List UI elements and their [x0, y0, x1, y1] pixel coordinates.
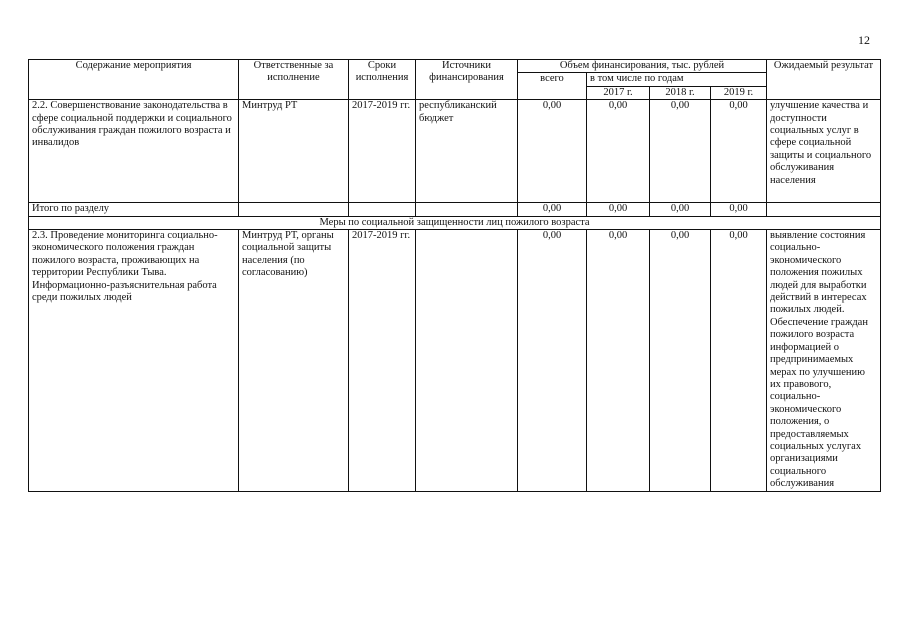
- table-row: [29, 230, 881, 492]
- row-2-2-terms: 2017-2019 гг.: [349, 100, 416, 203]
- section-title: Меры по социальной защищенности лиц пожилого возраста: [29, 216, 881, 229]
- row-2-3-content: 2.3. Проведение мониторинга социально-экономического положения граждан пожилого возраста, проживающих на территории Республики Тыва. Информационно-разъяснительная работа среди пожилых людей: [29, 230, 239, 492]
- header-row-1: [29, 60, 881, 73]
- row-2-3-2019: 0,00: [711, 230, 767, 492]
- header-content: Содержание мероприятия: [29, 60, 239, 100]
- header-responsible: Ответственные за исполнение: [239, 60, 349, 100]
- row-2-3-2017: 0,00: [587, 230, 650, 492]
- row-2-2-2019: 0,00: [711, 100, 767, 203]
- subtotal-2019: 0,00: [711, 203, 767, 216]
- header-year-2018: 2018 г.: [650, 86, 711, 99]
- subtotal-label: Итого по разделу: [29, 203, 239, 216]
- row-2-2-2018: 0,00: [650, 100, 711, 203]
- row-2-2-responsible: Минтруд РТ: [239, 100, 349, 203]
- program-table: [28, 59, 881, 492]
- header-funding: Объем финансирования, тыс. рублей: [518, 60, 767, 73]
- row-2-3-sources: [416, 230, 518, 492]
- row-2-2-total: 0,00: [518, 100, 587, 203]
- subtotal-2018: 0,00: [650, 203, 711, 216]
- subtotal-row: [29, 203, 881, 216]
- row-2-3-2018: 0,00: [650, 230, 711, 492]
- header-sources: Источники финансирования: [416, 60, 518, 100]
- header-by-years: в том числе по годам: [587, 73, 767, 86]
- row-2-3-result: выявление состояния социально-экономического положения пожилых людей для выработки действий в интересах пожилых людей. Обеспечение граждан пожилого возраста информацией о предпринимаемых мерах по улучшению их правового, социально-экономического положения, о предоставляемых социальных услугах организациями социального обслуживания: [767, 230, 881, 492]
- header-terms: Сроки исполнения: [349, 60, 416, 100]
- subtotal-2017: 0,00: [587, 203, 650, 216]
- row-2-2-content: 2.2. Совершенствование законодательства в сфере социальной поддержки и социального обслуживания граждан пожилого возраста и инвалидов: [29, 100, 239, 203]
- header-year-2019: 2019 г.: [711, 86, 767, 99]
- table-row: [29, 100, 881, 203]
- row-2-3-responsible: Минтруд РТ, органы социальной защиты населения (по согласованию): [239, 230, 349, 492]
- row-2-2-result: улучшение качества и доступности социальных услуг в сфере социальной защиты и социального обслуживания населения: [767, 100, 881, 203]
- page-number: 12: [858, 33, 870, 47]
- header-year-2017: 2017 г.: [587, 86, 650, 99]
- row-2-3-total: 0,00: [518, 230, 587, 492]
- subtotal-total: 0,00: [518, 203, 587, 216]
- section-row: [29, 216, 881, 229]
- row-2-2-sources: республиканский бюджет: [416, 100, 518, 203]
- row-2-3-terms: 2017-2019 гг.: [349, 230, 416, 492]
- header-total: всего: [518, 73, 587, 100]
- row-2-2-2017: 0,00: [587, 100, 650, 203]
- header-result: Ожидаемый результат: [767, 60, 881, 100]
